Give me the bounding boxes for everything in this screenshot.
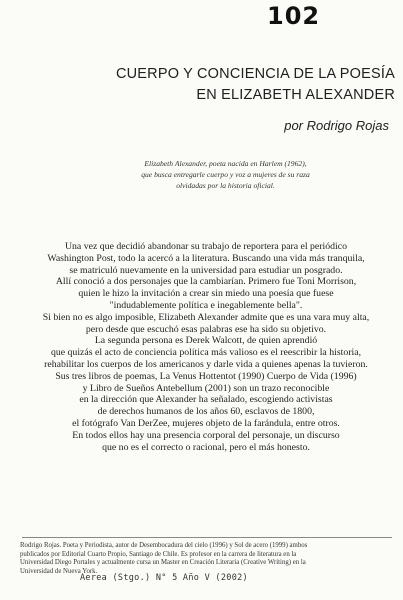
epigraph-line: olvidadas por la historia oficial.	[176, 181, 275, 190]
body-line: Allí conoció a dos personajes que la cambiarían. Primero fue Toni Morrison,	[55, 276, 357, 288]
footnote-divider	[22, 537, 392, 538]
body-line: de derechos humanos de los años 60, esclavos de 1800,	[97, 406, 315, 418]
body-line: Sus tres libros de poemas, La Venus Hottentot (1990) Cuerpo de Vida (1996)	[55, 370, 357, 382]
body-line: rehabilitar los cuerpos de los americanos y darle vida a quienes apenas la tuvieron.	[44, 358, 368, 370]
article-title-line-2: EN ELIZABETH ALEXANDER	[196, 87, 395, 103]
body-line: quien le hizo la invitación a crear sin miedo una poesía que fuese	[78, 288, 334, 300]
article-author: por Rodrigo Rojas	[284, 118, 389, 133]
journal-reference: Aerea (Stgo.) N° 5 Año V (2002)	[80, 573, 248, 583]
body-line: Una vez que decidió abandonar su trabajo de reportera para el periódico	[64, 241, 348, 252]
body-line: En todos ellos hay una presencia corporal del personaje, un discurso	[72, 429, 340, 441]
body-line: pero desde que escuchó esas palabras ese ha sido su objetivo.	[85, 323, 327, 335]
body-line: que no es el correcto o racional, pero el más honesto.	[102, 441, 310, 453]
footnote-line: Rodrigo Rojas. Poeta y Periodista, autor de Desembocadura del cielo (1996) y Sol de acero (1999) ambos	[20, 542, 308, 549]
body-line: se matriculó nuevamente en la universidad para estudiar un posgrado.	[69, 264, 343, 276]
article-title-line-1: CUERPO Y CONCIENCIA DE LA POESÍA	[115, 66, 395, 82]
page-number: 102	[267, 2, 321, 30]
body-line: Si bien no es algo imposible, Elizabeth Alexander admite que es una vara muy alta,	[42, 311, 370, 323]
footnote-line: Universidad Diego Portales y actualmente cursa un Master en Creación Literaria (Creative Writing) en la	[20, 559, 306, 567]
author-footnote	[20, 542, 394, 576]
body-line: "indudablemente política e inegablemente bella".	[109, 299, 303, 311]
epigraph-line: Elizabeth Alexander, poeta nacida en Harlem (1962),	[144, 159, 307, 168]
body-line: La segunda persona es Derek Walcott, de quien aprendió	[94, 335, 318, 347]
body-line: el fotógrafo Van DerZee, mujeres objeto de la farándula, entre otros.	[72, 417, 340, 429]
body-line: en la dirección que Alexander ha señalado, escogiendo activistas	[79, 394, 333, 406]
epigraph-line: que busca entregarle cuerpo y voz a mujeres de su raza	[141, 170, 310, 179]
body-line: que quizás el acto de conciencia política más valioso es el reescribir la historia,	[50, 347, 362, 359]
body-line: Washington Post, todo la acercó a la literatura. Buscando una vida más tranquila,	[47, 252, 365, 264]
footnote-line: publicados por Editorial Cuarto Propio, Santiago de Chile. Es profesor en la carrera de literatura en la	[20, 550, 297, 558]
body-line: y Libro de Sueños Antebellum (2001) son un trazo reconocible	[82, 382, 330, 394]
epigraph	[108, 158, 343, 191]
footnote-line: Universidad de Nueva York.	[20, 567, 98, 575]
article-body	[22, 241, 390, 453]
